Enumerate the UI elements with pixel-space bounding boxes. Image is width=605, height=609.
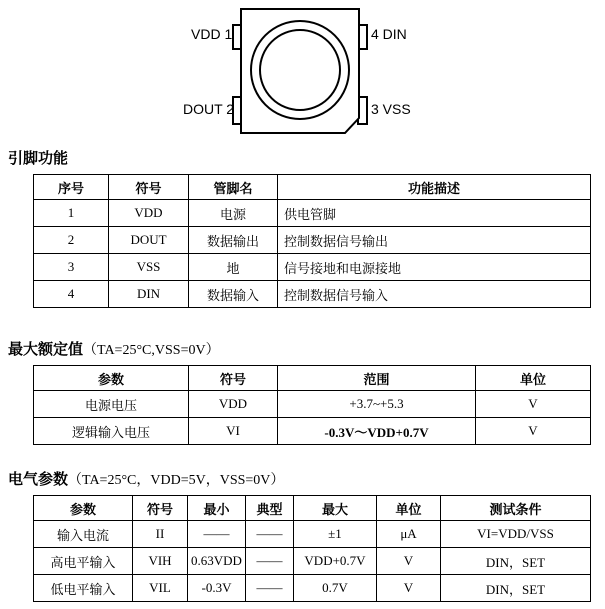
col-header: 符号 (189, 366, 278, 391)
table-row (34, 575, 591, 602)
table-row (34, 391, 591, 418)
cell: DOUT (109, 227, 189, 254)
cell: 控制数据信号输入 (278, 281, 591, 308)
cell: 电源 (189, 200, 278, 227)
col-header: 管脚名 (189, 175, 278, 200)
package-diagram (0, 0, 605, 145)
cell: 1 (34, 200, 109, 227)
cell: II (133, 521, 188, 548)
cell: 信号接地和电源接地 (278, 254, 591, 281)
max-ratings-table (33, 365, 591, 445)
col-header: 符号 (109, 175, 189, 200)
table-row (34, 281, 591, 308)
cell: VDD (109, 200, 189, 227)
cell: V (476, 418, 591, 445)
cell: 供电管脚 (278, 200, 591, 227)
col-header: 序号 (34, 175, 109, 200)
package-body (241, 9, 359, 133)
cell: VDD (189, 391, 278, 418)
cell: VDD+0.7V (294, 548, 377, 575)
cell: —— (188, 521, 246, 548)
cell: DIN，SET (441, 548, 591, 575)
cell: VI=VDD/VSS (441, 521, 591, 548)
cell: 0.63VDD (188, 548, 246, 575)
pin-label-dout: DOUT 2 (183, 101, 235, 117)
table-header-row (34, 366, 591, 391)
cell: V (476, 391, 591, 418)
col-header: 典型 (246, 496, 294, 521)
cell: 输入电流 (34, 521, 133, 548)
col-header: 单位 (377, 496, 441, 521)
pin-functions-title: 引脚功能 (8, 149, 69, 167)
cell: VI (189, 418, 278, 445)
col-header: 参数 (34, 496, 133, 521)
cell: DIN，SET (441, 575, 591, 602)
table-header-row (34, 175, 591, 200)
cell: 电源电压 (34, 391, 189, 418)
table-row (34, 200, 591, 227)
col-header: 最大 (294, 496, 377, 521)
electrical-title (8, 468, 284, 489)
max-ratings-title (8, 338, 220, 359)
col-header: 测试条件 (441, 496, 591, 521)
cell: 地 (189, 254, 278, 281)
table-header-row (34, 496, 591, 521)
cell: 逻辑输入电压 (34, 418, 189, 445)
col-header: 范围 (278, 366, 476, 391)
col-header: 符号 (133, 496, 188, 521)
electrical-table (33, 495, 591, 602)
cell: ±1 (294, 521, 377, 548)
col-header: 单位 (476, 366, 591, 391)
cell: 控制数据信号输出 (278, 227, 591, 254)
cell: V (377, 575, 441, 602)
led-package-outline (0, 0, 605, 145)
pin-label-vdd: VDD 1 (191, 26, 233, 42)
cell: VSS (109, 254, 189, 281)
table-row (34, 548, 591, 575)
cell: 高电平输入 (34, 548, 133, 575)
max-ratings-title-text: 最大额定值 (8, 340, 84, 358)
table-row (34, 227, 591, 254)
cell: —— (246, 521, 294, 548)
electrical-title-text: 电气参数 (8, 470, 69, 488)
pin-functions-table (33, 174, 591, 308)
cell: —— (246, 548, 294, 575)
pin-label-din: 4 DIN (371, 26, 407, 42)
pin-label-vss: 3 VSS (371, 101, 411, 117)
cell: μA (377, 521, 441, 548)
cell: 3 (34, 254, 109, 281)
electrical-condition: （TA=25°C，VDD=5V，VSS=0V） (68, 473, 285, 488)
col-header: 功能描述 (278, 175, 591, 200)
cell: 2 (34, 227, 109, 254)
col-header: 最小 (188, 496, 246, 521)
cell: -0.3V (188, 575, 246, 602)
cell: 数据输出 (189, 227, 278, 254)
cell: 4 (34, 281, 109, 308)
table-row (34, 521, 591, 548)
max-ratings-condition: （TA=25°C,VSS=0V） (83, 343, 220, 358)
cell: DIN (109, 281, 189, 308)
cell: 低电平输入 (34, 575, 133, 602)
cell: V (377, 548, 441, 575)
table-row (34, 254, 591, 281)
cell: —— (246, 575, 294, 602)
col-header: 参数 (34, 366, 189, 391)
cell: VIH (133, 548, 188, 575)
cell: VIL (133, 575, 188, 602)
cell: -0.3V～VDD+0.7V (278, 418, 476, 445)
table-row (34, 418, 591, 445)
cell: 数据输入 (189, 281, 278, 308)
cell: +3.7~+5.3 (278, 391, 476, 418)
cell: 0.7V (294, 575, 377, 602)
